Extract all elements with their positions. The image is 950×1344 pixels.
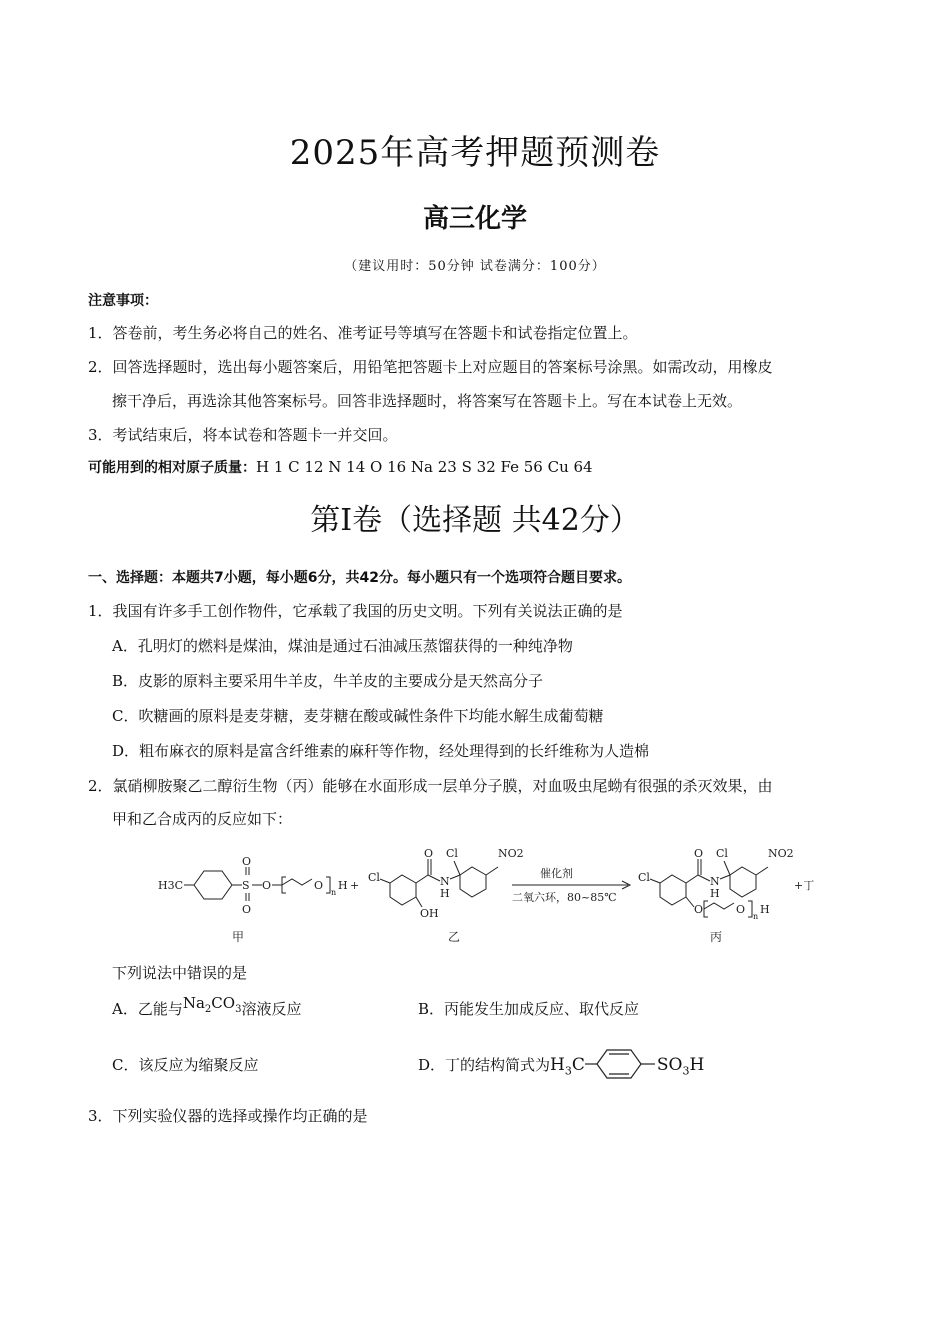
formula-sub-3: 3: [235, 1004, 242, 1015]
ding-h: H: [550, 1055, 565, 1075]
q2-option-c: C．该反应为缩聚反应: [112, 1056, 259, 1074]
jia-h: H: [338, 879, 348, 892]
q1-option-b: B．皮影的原料主要采用牛羊皮，牛羊皮的主要成分是天然高分子: [112, 672, 544, 690]
jia-o-top: O: [242, 855, 252, 868]
reaction-diagram: [150, 835, 830, 950]
ding-sub-so3: 3: [682, 1064, 690, 1078]
label-bing: 丙: [710, 930, 723, 944]
product-bing: [638, 847, 814, 921]
q2-stem-line1: 2．氯硝柳胺聚乙二醇衍生物（丙）能够在水面形成一层单分子膜，对血吸虫尾蚴有很强的杀灭效果，由: [88, 777, 773, 795]
yi-no2: NO2: [498, 847, 524, 860]
plus-ding: +丁: [794, 879, 815, 892]
reactant-yi: [368, 847, 524, 920]
reaction-arrow: [512, 866, 630, 904]
bing-cl-2: Cl: [716, 847, 728, 860]
ding-so3h: [656, 1055, 705, 1078]
bing-o-chain: O: [736, 903, 746, 916]
q1-stem: 1．我国有许多手工创作物件，它承载了我国的历史文明。下列有关说法正确的是: [88, 602, 623, 620]
time-info: （建议用时：50分钟 试卷满分：100分）: [344, 259, 606, 274]
catalyst-label: 催化剂: [540, 867, 573, 880]
exam-title: 2025年高考押题预测卷: [289, 133, 661, 173]
q2-option-a-suffix: 溶液反应: [241, 1000, 302, 1018]
ding-sub-3: 3: [564, 1064, 572, 1078]
notice-item-2: 2．回答选择题时，选出每小题答案后，用铅笔把答题卡上对应题目的答案标号涂黑。如需改动，用橡皮: [88, 358, 773, 376]
section-title: 第Ⅰ卷（选择题 共42分）: [310, 503, 640, 538]
bing-o-carbonyl: O: [694, 847, 704, 860]
q2-option-b: B．丙能发生加成反应、取代反应: [418, 1000, 640, 1018]
atomic-mass-values: H 1 C 12 N 14 O 16 Na 23 S 32 Fe 56 Cu 64: [256, 458, 593, 476]
q1-option-d: D．粗布麻衣的原料是富含纤维素的麻秆等作物，经处理得到的长纤维称为人造棉: [112, 742, 650, 760]
bing-nh: H: [710, 887, 720, 900]
q3-stem: 3．下列实验仪器的选择或操作均正确的是: [88, 1107, 368, 1125]
atomic-mass-line: [88, 457, 593, 477]
yi-nh: H: [440, 887, 450, 900]
jia-o-chain: O: [314, 879, 324, 892]
conditions-label: 二氧六环，80~85℃: [512, 891, 617, 904]
bing-cl: Cl: [638, 871, 650, 884]
jia-o-ester: O: [262, 879, 272, 892]
ding-c: C: [571, 1055, 585, 1075]
yi-oh: OH: [420, 907, 439, 920]
bing-n: N: [710, 875, 720, 888]
bing-o-ether: O: [694, 903, 704, 916]
bing-sub-n: n: [753, 912, 759, 921]
label-jia: 甲: [232, 930, 245, 944]
q2-option-a: [112, 994, 302, 1021]
q2-stem-line2: 甲和乙合成丙的反应如下：: [112, 810, 293, 828]
ding-benzene-ring: [585, 1046, 657, 1082]
ding-so: SO: [656, 1055, 683, 1075]
q2-option-d: [418, 1046, 704, 1082]
yi-o-carbonyl: O: [424, 847, 434, 860]
na2co3-formula: [182, 994, 242, 1015]
notice-item-3: 3．考试结束后，将本试卷和答题卡一并交回。: [88, 426, 398, 444]
bing-h: H: [760, 903, 770, 916]
q2-option-a-prefix: A．乙能与: [112, 1000, 183, 1018]
q2-prompt: 下列说法中错误的是: [112, 964, 248, 982]
notice-heading: 注意事项：: [88, 293, 158, 309]
yi-cl-2: Cl: [446, 847, 458, 860]
jia-sub-n: n: [331, 888, 337, 897]
jia-h3c: H3C: [158, 879, 184, 892]
notice-item-1: 1．答卷前，考生务必将自己的姓名、准考证号等填写在答题卡和试卷指定位置上。: [88, 324, 638, 342]
formula-sub-2: 2: [204, 1004, 212, 1015]
section-instruction: 一、选择题：本题共7小题，每小题6分，共42分。每小题只有一个选项符合题目要求。: [88, 570, 631, 586]
notice-item-2-cont: 擦干净后，再选涂其他答案标号。回答非选择题时，将答案写在答题卡上。写在本试卷上无效。: [112, 392, 743, 410]
ding-h3c: [550, 1055, 585, 1078]
formula-co: CO: [211, 994, 236, 1012]
reactant-jia: [158, 855, 359, 916]
yi-cl: Cl: [368, 871, 380, 884]
exam-subtitle: 高三化学: [422, 204, 527, 234]
bing-no2: NO2: [768, 847, 794, 860]
yi-n: N: [440, 875, 450, 888]
q1-option-c: C．吹糖画的原料是麦芽糖，麦芽糖在酸或碱性条件下均能水解生成葡萄糖: [112, 707, 604, 725]
atomic-mass-label: 可能用到的相对原子质量：: [88, 460, 256, 476]
label-yi: 乙: [448, 930, 461, 944]
q2-option-d-prefix: D．丁的结构简式为: [418, 1056, 551, 1074]
formula-na: Na: [182, 994, 205, 1012]
jia-s: S: [242, 879, 250, 892]
plus-sign: +: [350, 879, 360, 892]
q1-option-a: A．孔明灯的燃料是煤油，煤油是通过石油减压蒸馏获得的一种纯净物: [112, 637, 573, 655]
ding-h-end: H: [689, 1055, 705, 1075]
jia-o-bottom: O: [242, 903, 252, 916]
